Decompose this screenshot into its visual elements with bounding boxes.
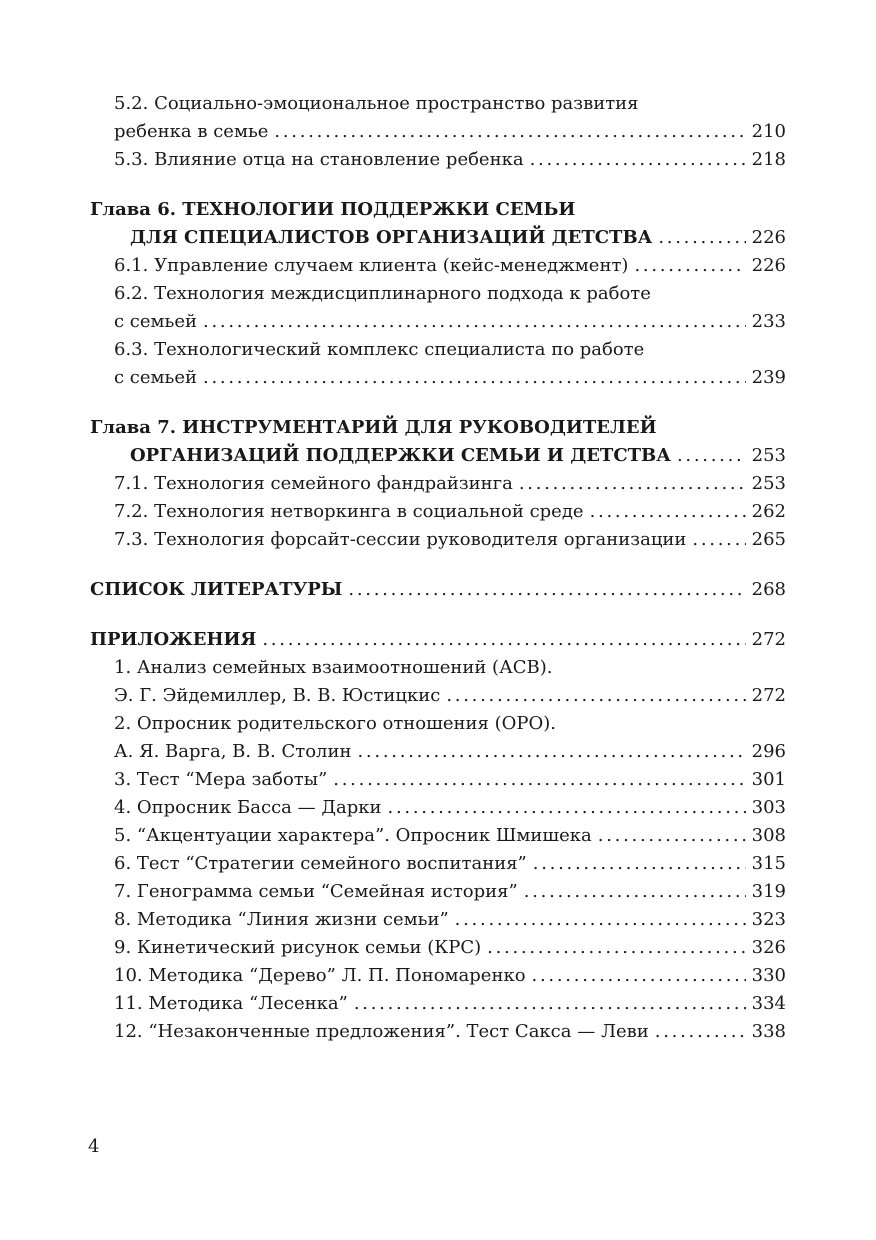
- table-of-contents: [90, 90, 786, 1046]
- toc-entry-5-2[interactable]: [90, 118, 786, 146]
- toc-page-number: 253: [751, 445, 786, 466]
- toc-appendix-10[interactable]: [90, 962, 786, 990]
- leader-dots: [388, 794, 746, 822]
- toc-entry-6-2[interactable]: [90, 308, 786, 336]
- toc-page-number: 253: [751, 473, 786, 494]
- toc-page-number: 296: [751, 741, 786, 762]
- toc-entry-title: 11. Методика “Лесенка”: [114, 993, 348, 1014]
- chapter-title: ДЛЯ СПЕЦИАЛИСТОВ ОРГАНИЗАЦИЙ ДЕТСТВА: [130, 227, 653, 248]
- leader-dots: [692, 526, 745, 554]
- toc-page-number: 334: [751, 993, 786, 1014]
- leader-dots: [446, 682, 745, 710]
- toc-entry-6-2-line1: [90, 280, 786, 308]
- leader-dots: [634, 252, 745, 280]
- leader-dots: [519, 470, 746, 498]
- toc-entry-title: 10. Методика “Дерево” Л. П. Пономаренко: [114, 965, 526, 986]
- toc-entry-title: 7.1. Технология семейного фандрайзинга: [114, 473, 513, 494]
- toc-entry-7-3[interactable]: [90, 526, 786, 554]
- section-title: ПРИЛОЖЕНИЯ: [90, 629, 257, 650]
- leader-dots: [354, 990, 746, 1018]
- toc-entry-title: 7.2. Технология нетворкинга в социальной среде: [114, 501, 584, 522]
- toc-page-number: 218: [751, 149, 786, 170]
- toc-page-number: 301: [751, 769, 786, 790]
- toc-chapter-6[interactable]: [90, 224, 786, 252]
- toc-entry-title: 4. Опросник Басса — Дарки: [114, 797, 382, 818]
- toc-page-number: 308: [751, 825, 786, 846]
- chapter-title: ОРГАНИЗАЦИЙ ПОДДЕРЖКИ СЕМЬИ И ДЕТСТВА: [130, 445, 671, 466]
- toc-references[interactable]: [90, 576, 786, 604]
- toc-entry-title: с семьей: [114, 367, 197, 388]
- toc-page-number: 226: [751, 255, 786, 276]
- leader-dots: [530, 146, 746, 174]
- toc-page-number: 239: [751, 367, 786, 388]
- toc-appendix-2[interactable]: [90, 738, 786, 766]
- toc-page-number: 319: [751, 881, 786, 902]
- toc-entry-title: 1. Анализ семейных взаимоотношений (АСВ).: [114, 657, 553, 678]
- leader-dots: [203, 364, 746, 392]
- toc-appendix-9[interactable]: [90, 934, 786, 962]
- toc-page-number: 303: [751, 797, 786, 818]
- leader-dots: [455, 906, 746, 934]
- toc-entry-title: 5.3. Влияние отца на становление ребенка: [114, 149, 524, 170]
- toc-entry-title: 12. “Незаконченные предложения”. Тест Сакса — Леви: [114, 1021, 649, 1042]
- toc-entry-title: 7. Генограмма семьи “Семейная история”: [114, 881, 518, 902]
- leader-dots: [357, 738, 745, 766]
- toc-page-number: 315: [751, 853, 786, 874]
- toc-appendix-12[interactable]: [90, 1018, 786, 1046]
- toc-appendix-1[interactable]: [90, 682, 786, 710]
- chapter-title: Глава 6. ТЕХНОЛОГИИ ПОДДЕРЖКИ СЕМЬИ: [90, 199, 576, 220]
- toc-page-number: 233: [751, 311, 786, 332]
- toc-chapter-7-line1: [90, 414, 786, 442]
- leader-dots: [524, 878, 746, 906]
- toc-entry-title: 3. Тест “Мера заботы”: [114, 769, 328, 790]
- toc-appendix-3[interactable]: [90, 766, 786, 794]
- toc-appendix-8[interactable]: [90, 906, 786, 934]
- toc-appendix-5[interactable]: [90, 822, 786, 850]
- leader-dots: [658, 224, 745, 252]
- toc-page-number: 226: [751, 227, 786, 248]
- page-number: 4: [88, 1136, 100, 1157]
- leader-dots: [333, 766, 745, 794]
- toc-entry-title: А. Я. Варга, В. В. Столин: [114, 741, 352, 762]
- leader-dots: [677, 442, 746, 470]
- toc-entry-title: 7.3. Технология форсайт-сессии руководителя организации: [114, 529, 687, 550]
- leader-dots: [487, 934, 746, 962]
- toc-appendix-1-line1: [90, 654, 786, 682]
- toc-page-number: 272: [751, 685, 786, 706]
- toc-page-number: 265: [751, 529, 786, 550]
- toc-entry-title: 9. Кинетический рисунок семьи (КРС): [114, 937, 482, 958]
- toc-entry-title: 6.2. Технология междисциплинарного подхода к работе: [114, 283, 651, 304]
- leader-dots: [532, 962, 746, 990]
- toc-appendix-7[interactable]: [90, 878, 786, 906]
- leader-dots: [655, 1018, 746, 1046]
- toc-entry-title: ребенка в семье: [114, 121, 269, 142]
- toc-page-number: 326: [751, 937, 786, 958]
- toc-page-number: 323: [751, 909, 786, 930]
- section-title: СПИСОК ЛИТЕРАТУРЫ: [90, 579, 343, 600]
- toc-entry-5-3[interactable]: [90, 146, 786, 174]
- toc-entry-title: 6. Тест “Стратегии семейного воспитания”: [114, 853, 527, 874]
- toc-entry-6-3-line1: [90, 336, 786, 364]
- leader-dots: [203, 308, 746, 336]
- leader-dots: [262, 626, 745, 654]
- toc-entry-title: 2. Опросник родительского отношения (ОРО).: [114, 713, 556, 734]
- toc-entry-5-2-line1: [90, 90, 786, 118]
- toc-page-number: 268: [751, 579, 786, 600]
- toc-entry-title: 6.1. Управление случаем клиента (кейс-менеджмент): [114, 255, 629, 276]
- toc-entry-title: Э. Г. Эйдемиллер, В. В. Юстицкис: [114, 685, 441, 706]
- chapter-title: Глава 7. ИНСТРУМЕНТАРИЙ ДЛЯ РУКОВОДИТЕЛЕЙ: [90, 417, 657, 438]
- leader-dots: [533, 850, 746, 878]
- leader-dots: [348, 576, 745, 604]
- toc-entry-title: с семьей: [114, 311, 197, 332]
- toc-entry-7-1[interactable]: [90, 470, 786, 498]
- toc-appendix-6[interactable]: [90, 850, 786, 878]
- toc-entry-7-2[interactable]: [90, 498, 786, 526]
- toc-chapter-6-line1: [90, 196, 786, 224]
- toc-entry-title: 8. Методика “Линия жизни семьи”: [114, 909, 449, 930]
- toc-appendix-11[interactable]: [90, 990, 786, 1018]
- toc-page-number: 272: [751, 629, 786, 650]
- toc-page-number: 338: [751, 1021, 786, 1042]
- toc-entry-title: 6.3. Технологический комплекс специалиста по работе: [114, 339, 645, 360]
- toc-page-number: 262: [751, 501, 786, 522]
- toc-appendix-4[interactable]: [90, 794, 786, 822]
- toc-chapter-7[interactable]: [90, 442, 786, 470]
- leader-dots: [598, 822, 746, 850]
- leader-dots: [590, 498, 746, 526]
- toc-entry-title: 5.2. Социально-эмоциональное пространство развития: [114, 93, 639, 114]
- toc-entry-title: 5. “Акцентуации характера”. Опросник Шмишека: [114, 825, 592, 846]
- toc-appendices[interactable]: [90, 626, 786, 654]
- toc-page-number: 210: [751, 121, 786, 142]
- toc-page-number: 330: [751, 965, 786, 986]
- toc-entry-6-3[interactable]: [90, 364, 786, 392]
- toc-appendix-2-line1: [90, 710, 786, 738]
- leader-dots: [274, 118, 745, 146]
- toc-entry-6-1[interactable]: [90, 252, 786, 280]
